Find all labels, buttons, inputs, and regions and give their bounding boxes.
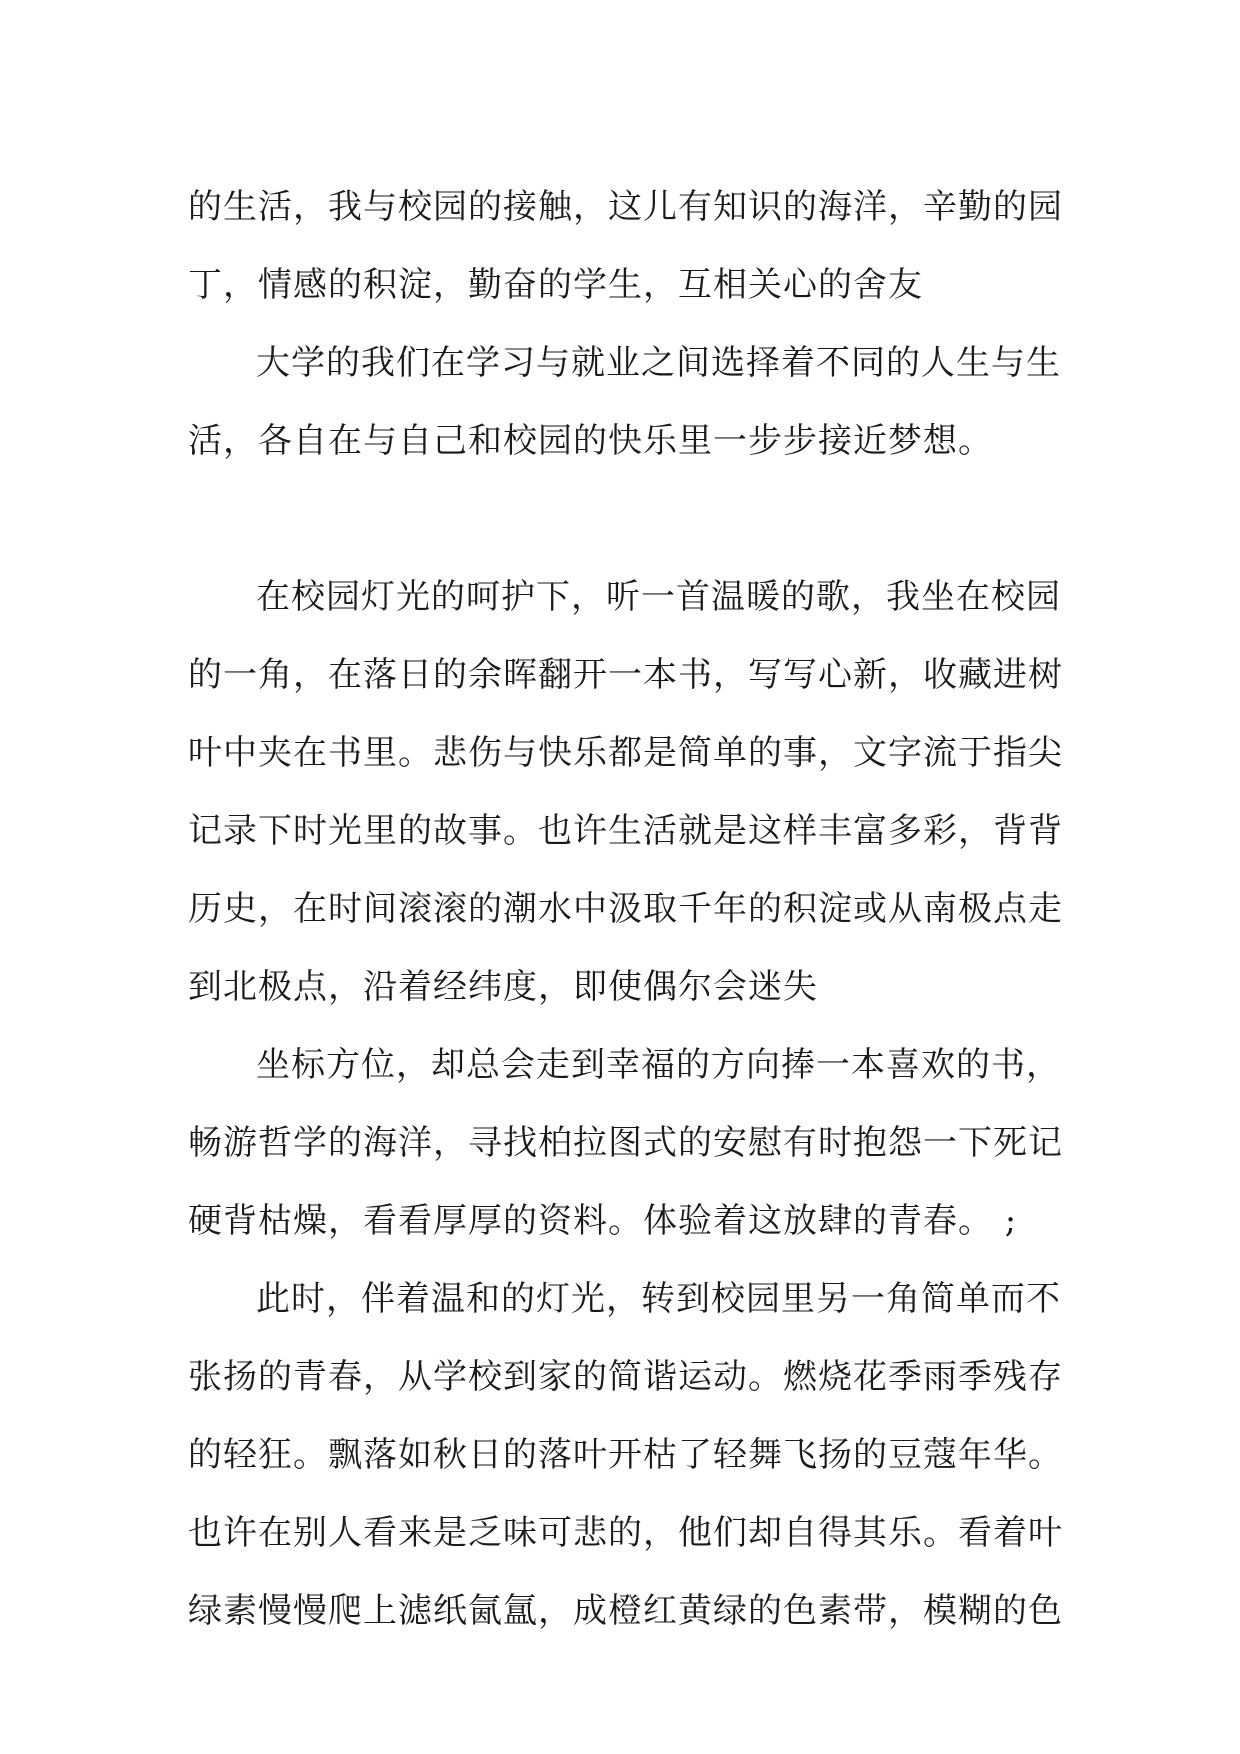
paragraph xyxy=(188,168,1063,324)
paragraph xyxy=(188,324,1061,480)
text-line: 硬背枯燥，看看厚厚的资料。体验着这放肆的青春。 ; xyxy=(188,1201,1018,1241)
text-line: 此时，伴着温和的灯光，转到校园里另一角简单而不 xyxy=(256,1279,1061,1319)
text-line: 也许在别人看来是乏味可悲的，他们却自得其乐。看着叶 xyxy=(188,1513,1063,1553)
text-line: 的轻狂。飘落如秋日的落叶开枯了轻舞飞扬的豆蔻年华。 xyxy=(188,1435,1063,1475)
text-line: 绿素慢慢爬上滤纸氤氲，成橙红黄绿的色素带，模糊的色 xyxy=(188,1591,1063,1631)
text-line: 畅游哲学的海洋，寻找柏拉图式的安慰有时抱怨一下死记 xyxy=(188,1123,1063,1163)
text-line: 在校园灯光的呵护下，听一首温暖的歌，我坐在校园 xyxy=(256,577,1061,617)
body-text xyxy=(188,168,1063,1650)
text-line: 到北极点，沿着经纬度，即使偶尔会迷失 xyxy=(188,967,818,1007)
text-line: 历史，在时间滚滚的潮水中汲取千年的积淀或从南极点走 xyxy=(188,889,1063,929)
text-line: 大学的我们在学习与就业之间选择着不同的人生与生 xyxy=(256,343,1061,383)
text-line: 的生活，我与校园的接触，这儿有知识的海洋，辛勤的园 xyxy=(188,187,1063,227)
paragraph-gap xyxy=(188,480,1058,558)
paragraph xyxy=(188,1260,1063,1650)
paragraph xyxy=(188,558,1063,1026)
text-line: 坐标方位，却总会走到幸福的方向捧一本喜欢的书， xyxy=(256,1045,1061,1085)
text-line: 活，各自在与自己和校园的快乐里一步步接近梦想。 xyxy=(188,421,993,461)
text-line: 记录下时光里的故事。也许生活就是这样丰富多彩，背背 xyxy=(188,811,1063,851)
text-line: 张扬的青春，从学校到家的简谐运动。燃烧花季雨季残存 xyxy=(188,1357,1063,1397)
text-line: 的一角，在落日的余晖翻开一本书，写写心新，收藏进树 xyxy=(188,655,1063,695)
text-line: 叶中夹在书里。悲伤与快乐都是简单的事，文字流于指尖 xyxy=(188,733,1063,773)
text-line: 丁，情感的积淀，勤奋的学生，互相关心的舍友 xyxy=(188,265,923,305)
paragraph xyxy=(188,1026,1063,1260)
